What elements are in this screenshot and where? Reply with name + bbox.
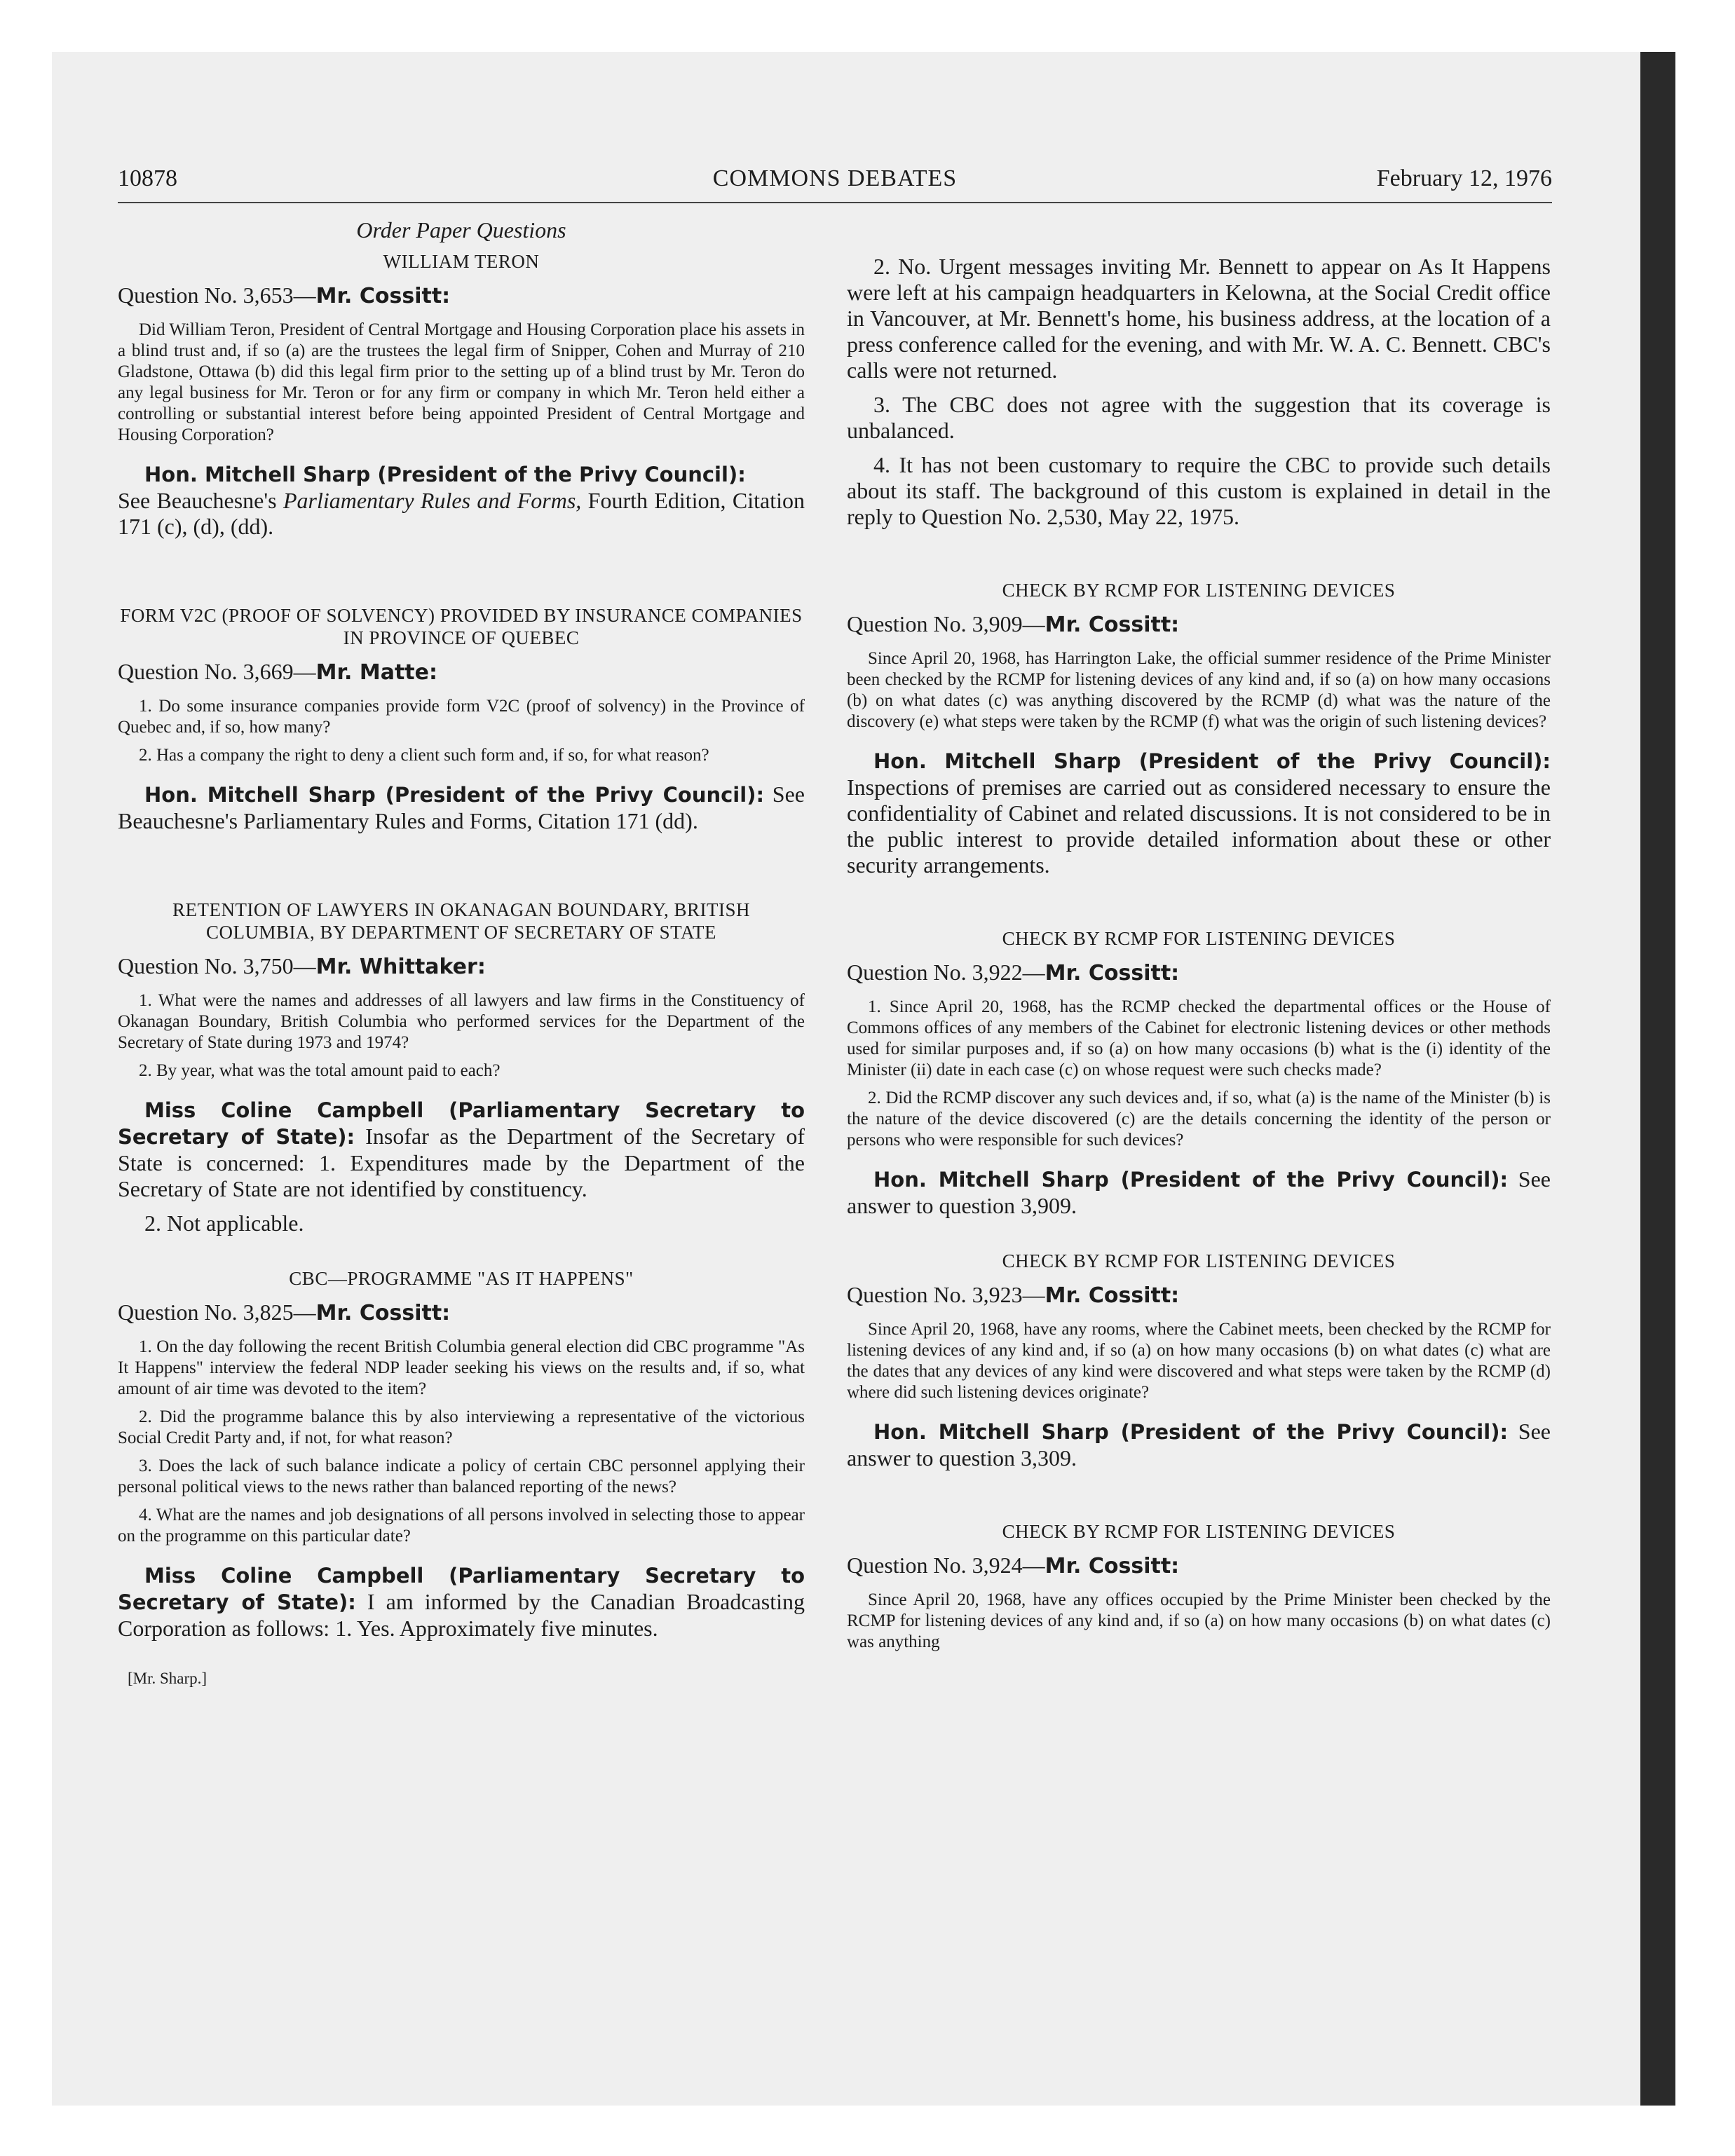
answer: Hon. Mitchell Sharp (President of the Privy Council): Inspections of premises are carried out as considered necessary to ensure the confidentiality of Cabinet and related discussions. It is not considered to be in the public interest to provide detailed information about these or other security arrangements.: [847, 749, 1551, 878]
page-number: 10878: [118, 165, 177, 191]
question-text: Since April 20, 1968, have any offices occupied by the Prime Minister been checked by the RCMP for listening devices of any kind and, if so (a) on how many occasions (b) on what dates (c) was anything: [847, 1590, 1551, 1651]
topic-heading: FORM V2C (PROOF OF SOLVENCY) PROVIDED BY INSURANCE COMPANIES IN PROVINCE OF QUEBEC: [120, 605, 803, 648]
answer: Hon. Mitchell Sharp (President of the Privy Council): See Beauchesne's Parliamentary Rules and Forms, Fourth Edition, Citation 171 (c), (d), (dd).: [118, 463, 805, 539]
question-text: 1. On the day following the recent British Columbia general election did CBC programme "As It Happens" interview the federal NDP leader seeking his views on the results and, if so, what amount of air time was devoted to the item?: [118, 1337, 805, 1398]
question-text: 2. Has a company the right to deny a client such form and, if so, for what reason?: [139, 746, 709, 765]
question-3653: [118, 250, 805, 540]
question-line: Question No. 3,909—Mr. Cossitt:: [847, 611, 1180, 637]
question-line: Question No. 3,924—Mr. Cossitt:: [847, 1553, 1180, 1578]
question-line: Question No. 3,922—Mr. Cossitt:: [847, 960, 1180, 985]
answer-paragraph: 2. Not applicable.: [144, 1210, 304, 1236]
section-subhead: Order Paper Questions: [356, 217, 566, 243]
question-line: Question No. 3,825—Mr. Cossitt:: [118, 1299, 451, 1325]
question-line: Question No. 3,750—Mr. Whittaker:: [118, 953, 486, 979]
question-text: 1. Since April 20, 1968, has the RCMP checked the departmental offices or the House of Commons offices of any members of the Cabinet for electronic listening devices or other methods used for similar purposes and, if so (a) on how many occasions (b) what is the (i) identity of the Minister (ii) date in each case (c) on whose request were such checks made?: [847, 997, 1551, 1079]
question-3669: [118, 604, 805, 834]
answer: Hon. Mitchell Sharp (President of the Privy Council): See answer to question 3,909.: [847, 1166, 1551, 1218]
topic-heading: CHECK BY RCMP FOR LISTENING DEVICES: [1002, 580, 1396, 601]
question-3924: [847, 1520, 1551, 1653]
answer-paragraph: 3. The CBC does not agree with the suggestion that its coverage is unbalanced.: [847, 392, 1551, 443]
question-text: Since April 20, 1968, have any rooms, where the Cabinet meets, been checked by the RCMP for listening devices of any kind and, if so (a) on how many occasions (b) on what dates (c) what are the dates that any devices of any kind were discovered and what steps were taken by the RCMP (d) where did such listening devices originate?: [847, 1320, 1551, 1402]
binding-edge: [1640, 52, 1675, 2106]
right-column: [847, 217, 1551, 1660]
page-header: [118, 163, 1552, 203]
question-3922: [847, 927, 1551, 1219]
speaker-footnote: [Mr. Sharp.]: [128, 1670, 207, 1687]
topic-heading: CHECK BY RCMP FOR LISTENING DEVICES: [1002, 1250, 1396, 1271]
question-text: 1. Do some insurance companies provide form V2C (proof of solvency) in the Province of Quebec and, if so, how many?: [118, 697, 805, 737]
topic-heading: CHECK BY RCMP FOR LISTENING DEVICES: [1002, 928, 1396, 949]
question-text: 4. What are the names and job designations of all persons involved in selecting those to appear on the programme on this particular date?: [118, 1506, 805, 1546]
answer: Miss Coline Campbell (Parliamentary Secretary to Secretary of State): I am informed by the Canadian Broadcasting Corporation as follows: 1. Yes. Approximately five minutes.: [118, 1564, 805, 1641]
answer: Miss Coline Campbell (Parliamentary Secretary to Secretary of State): Insofar as the Department of the Secretary of State is concerned: 1. Expenditures made by the Department of the Secretary of State are not identified by constituency.: [118, 1098, 805, 1201]
question-text: 2. By year, what was the total amount paid to each?: [139, 1061, 501, 1080]
topic-heading: CBC—PROGRAMME "AS IT HAPPENS": [289, 1268, 634, 1289]
publication-date: February 12, 1976: [1376, 165, 1552, 191]
topic-heading: WILLIAM TERON: [383, 251, 540, 272]
answer: Hon. Mitchell Sharp (President of the Privy Council): See Beauchesne's Parliamentary Rules and Forms, Citation 171 (dd).: [118, 782, 805, 833]
question-line: Question No. 3,669—Mr. Matte:: [118, 659, 437, 685]
question-text: 1. What were the names and addresses of all lawyers and law firms in the Constituency of Okanagan Boundary, British Columbia who performed services for the Department of the Secretary of State during 1973 and 1974?: [118, 991, 805, 1052]
question-text: 2. Did the programme balance this by also interviewing a representative of the victorious Social Credit Party and, if not, for what reason?: [118, 1407, 805, 1447]
topic-heading: RETENTION OF LAWYERS IN OKANAGAN BOUNDARY, BRITISH COLUMBIA, BY DEPARTMENT OF SECRETARY OF STATE: [172, 899, 751, 943]
question-line: Question No. 3,653—Mr. Cossitt:: [118, 282, 451, 308]
question-3909: [847, 579, 1551, 878]
question-text: Did William Teron, President of Central Mortgage and Housing Corporation place his assets in a blind trust and, if so (a) are the trustees the legal firm of Snipper, Cohen and Murray of 210 Gladstone, Ottawa (b) did this legal firm prior to the setting up of a blind trust by Mr. Teron do any legal business for Mr. Teron or for any firm or company in which Mr. Teron held either a controlling or substantial interest before being appointed President of Central Mortgage and Housing Corporation?: [118, 320, 805, 444]
question-3750: [118, 899, 805, 1236]
topic-heading: CHECK BY RCMP FOR LISTENING DEVICES: [1002, 1521, 1396, 1542]
question-line: Question No. 3,923—Mr. Cossitt:: [847, 1282, 1180, 1308]
question-text: 2. Did the RCMP discover any such devices and, if so, what (a) is the name of the Minister (b) is the nature of the device discovered (c) are the details concerning the identity of the person or persons who were responsible for such devices?: [847, 1089, 1551, 1149]
answer-paragraph: 2. No. Urgent messages inviting Mr. Bennett to appear on As It Happens were left at his campaign headquarters in Kelowna, at the Social Credit office in Vancouver, at Mr. Bennett's home, his business address, at the location of a press conference called for the evening, and with Mr. W. A. C. Bennett. CBC's calls were not returned.: [847, 254, 1551, 383]
question-text: Since April 20, 1968, has Harrington Lake, the official summer residence of the Prime Minister been checked by the RCMP for listening devices of any kind and, if so (a) on how many occasions (b) on what dates (c) was anything discovered by the RCMP (d) what was the nature of the discovery (e) what steps were taken by the RCMP (f) what was the origin of such listening devices?: [847, 649, 1551, 731]
question-text: 3. Does the lack of such balance indicate a policy of certain CBC personnel applying their personal political views to the news rather than balanced reporting of the news?: [118, 1456, 805, 1496]
answer-paragraph: 4. It has not been customary to require the CBC to provide such details about its staff. The background of this custom is explained in detail in the reply to Question No. 2,530, May 22, 1975.: [847, 452, 1551, 529]
question-3825: [118, 1267, 805, 1642]
answer: Hon. Mitchell Sharp (President of the Privy Council): See answer to question 3,309.: [847, 1419, 1551, 1471]
question-3923: [847, 1250, 1551, 1471]
left-column: [118, 217, 805, 1704]
publication-title: COMMONS DEBATES: [712, 165, 958, 191]
